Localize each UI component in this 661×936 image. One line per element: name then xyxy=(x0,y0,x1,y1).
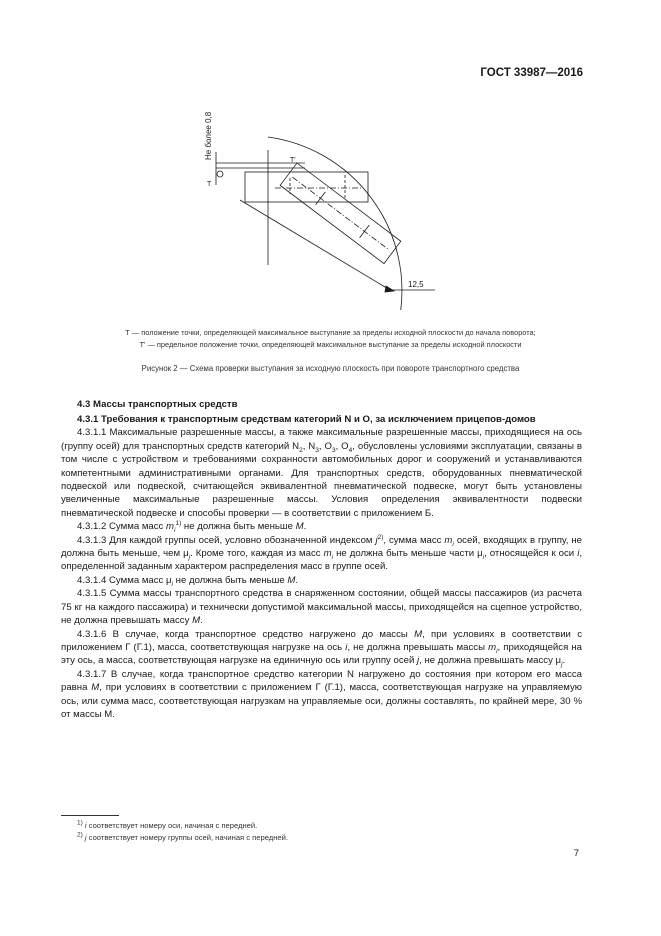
label-t-prime: Т' xyxy=(290,157,296,164)
page-number: 7 xyxy=(573,848,579,859)
label-t: Т xyxy=(207,181,212,188)
subsection-title: 4.3.1 Требования к транспортным средствам категорий N и O, за исключением прицепов-домов xyxy=(77,414,536,425)
paragraph-4-3-1-4: 4.3.1.4 Сумма масс $\mu_i$ не должна быть меньше M. xyxy=(77,574,299,588)
body-text xyxy=(61,413,582,721)
body-outline-initial xyxy=(245,172,368,202)
paragraph-4-3-1-7: 4.3.1.7 В случае, когда транспортное средство категории N нагружено до состояния при котором его масса равна M, при условиях в соответствии с приложением Г (Г.1), масса, соответствующая нагрузке на управляемую ось, или сумма масс, соответствующая нагрузкам на управляемые оси, должны составлять, по крайней мере, 30 % от массы М. xyxy=(61,668,582,720)
footnote-divider xyxy=(61,815,119,816)
footnote-1: $^{1)}$ i соответствует номеру оси, начиная с передней. xyxy=(77,819,258,830)
standard-header: ГОСТ 33987—2016 xyxy=(480,67,583,79)
paragraph-4-3-1-6: 4.3.1.6 В случае, когда транспортное средство нагружено до массы M, при условиях в соответствии с приложением Г (Г.1), масса, соответствующая нагрузке на ось i, не должна превышать массы $m_i$, приходящейся на эту ось, а масса, соответствующая нагрузке на единичную ось или группу осей j, не должна превышать массу $\mu_j$. xyxy=(61,628,583,669)
label-not-more: Не более 0,8 xyxy=(204,111,213,160)
paragraph-4-3-1-3: 4.3.1.3 Для каждой группы осей, условно обозначенной индексом $j^{2)}$, сумма масс $m_i$ осей, входящих в группу, не должна быть меньше, чем $\mu_j$. Кроме того, каждая из масс $m_i$ не должна быть меньше части $\mu_i$, относящейся к оси i, определенной заданным характером распределения масс в группе осей. xyxy=(61,533,582,573)
note-t: Т — положение точки, определяющей максимальное выступание за пределы исходной плоскости до начала поворота; xyxy=(125,328,536,337)
label-dimension: 12,5 xyxy=(408,280,424,289)
paragraph-4-3-1-2: 4.3.1.2 Сумма масс $m_i^{1)}$ не должна быть меньше M. xyxy=(77,520,307,535)
point-t xyxy=(217,171,223,177)
note-t-prime: Т' — предельное положение точки, определяющей максимальное выступание за пределы исходной плоскости xyxy=(139,340,522,349)
paragraph-4-3-1-1: 4.3.1.1 Максимальные разрешенные массы, а также максимальные разрешенные массы, приходящиеся на ось (группу осей) для транспортных средств категорий $N_2$, $N_3$, $O_3$, $O_4$, обусловлены условиями эксплуатации, связаны в том числе с устройством и требованиями сохранности автомобильных дорог и сооружений и устанавливаются компетентными административными органами. Для транспортных средств, оборудованных пневматической подвеской или подвеской, считающейся эквивалентной пневматической подвеске, могут быть установлены увеличенные максимальные разрешенные массы. Условия определения эквивалентности подвески пневматической подвеске и способы проверки — в соответствии с приложением Б. xyxy=(61,427,583,519)
radius-leader xyxy=(240,200,390,290)
figure-caption: Рисунок 2 — Схема проверки выступания за исходную плоскость при повороте транспортного средства xyxy=(141,364,520,373)
turn-protrusion-diagram xyxy=(180,90,440,310)
body-outline-rotated xyxy=(280,163,401,264)
section-title: 4.3 Массы транспортных средств xyxy=(77,399,238,410)
paragraph-4-3-1-5: 4.3.1.5 Сумма массы транспортного средства в снаряженном состоянии, общей массы пассажиров (из расчета 75 кг на каждого пассажира) и технически допустимой максимальной массы, приходящейся на сцепное устройство, не должна превышать массу M. xyxy=(61,588,582,627)
footnote-2: $^{2)}$ j соответствует номеру группы осей, начиная с передней. xyxy=(77,831,288,842)
